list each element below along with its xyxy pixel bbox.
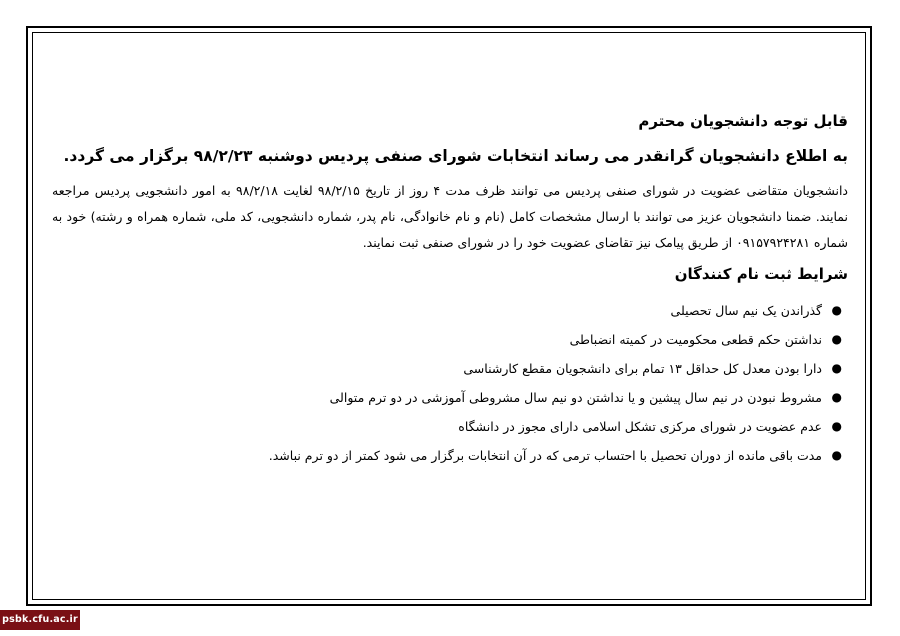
announcement-headline: به اطلاع دانشجویان گرانقدر می رساند انتخابات شورای صنفی پردیس دوشنبه ۹۸/۲/۲۳ برگزار می گردد. xyxy=(63,147,848,165)
list-item xyxy=(52,383,842,412)
list-item xyxy=(52,296,842,325)
list-item xyxy=(52,412,842,441)
bullet-icon: ● xyxy=(831,332,842,346)
list-item xyxy=(52,441,842,470)
conditions-list xyxy=(52,296,848,470)
bullet-icon: ● xyxy=(831,303,842,317)
greeting-heading: قابل توجه دانشجویان محترم xyxy=(638,112,848,130)
bullet-icon: ● xyxy=(831,448,842,462)
bullet-icon: ● xyxy=(831,361,842,375)
condition-text: مشروط نبودن در نیم سال پیشین و یا نداشتن دو نیم سال مشروطی آموزشی در دو ترم متوالی xyxy=(329,390,822,405)
condition-text: نداشتن حکم قطعی محکومیت در کمیته انضباطی xyxy=(569,332,822,347)
announcement-body: دانشجویان متقاضی عضویت در شورای صنفی پردیس می توانند ظرف مدت ۴ روز از تاریخ ۹۸/۲/۱۵ لغایت ۹۸/۲/۱۸ به امور دانشجویی پردیس مراجعه نمایند. ضمنا دانشجویان عزیز می توانند با ارسال مشخصات کامل (نام و نام خانوادگی، نام پدر، شماره دانشجویی، کد ملی، شماره همراه و رشته) خود به شماره ۰۹۱۵۷۹۲۴۲۸۱ از طریق پیامک نیز تقاضای عضویت خود را در شورای صنفی ثبت نمایند. xyxy=(52,183,848,250)
condition-text: مدت باقی مانده از دوران تحصیل با احتساب ترمی که در آن انتخابات برگزار می شود کمتر از دو ترم نباشد. xyxy=(268,448,822,463)
list-item xyxy=(52,354,842,383)
list-item xyxy=(52,325,842,354)
condition-text: دارا بودن معدل کل حداقل ۱۳ تمام برای دانشجویان مقطع کارشناسی xyxy=(463,361,822,376)
condition-text: گذراندن یک نیم سال تحصیلی xyxy=(670,303,822,318)
bullet-icon: ● xyxy=(831,419,842,433)
conditions-heading: شرایط ثبت نام کنندگان xyxy=(674,265,848,283)
notice-content xyxy=(52,110,848,470)
bullet-icon: ● xyxy=(831,390,842,404)
site-watermark: psbk.cfu.ac.ir xyxy=(0,610,80,630)
condition-text: عدم عضویت در شورای مرکزی تشکل اسلامی دارای مجوز در دانشگاه xyxy=(458,419,822,434)
